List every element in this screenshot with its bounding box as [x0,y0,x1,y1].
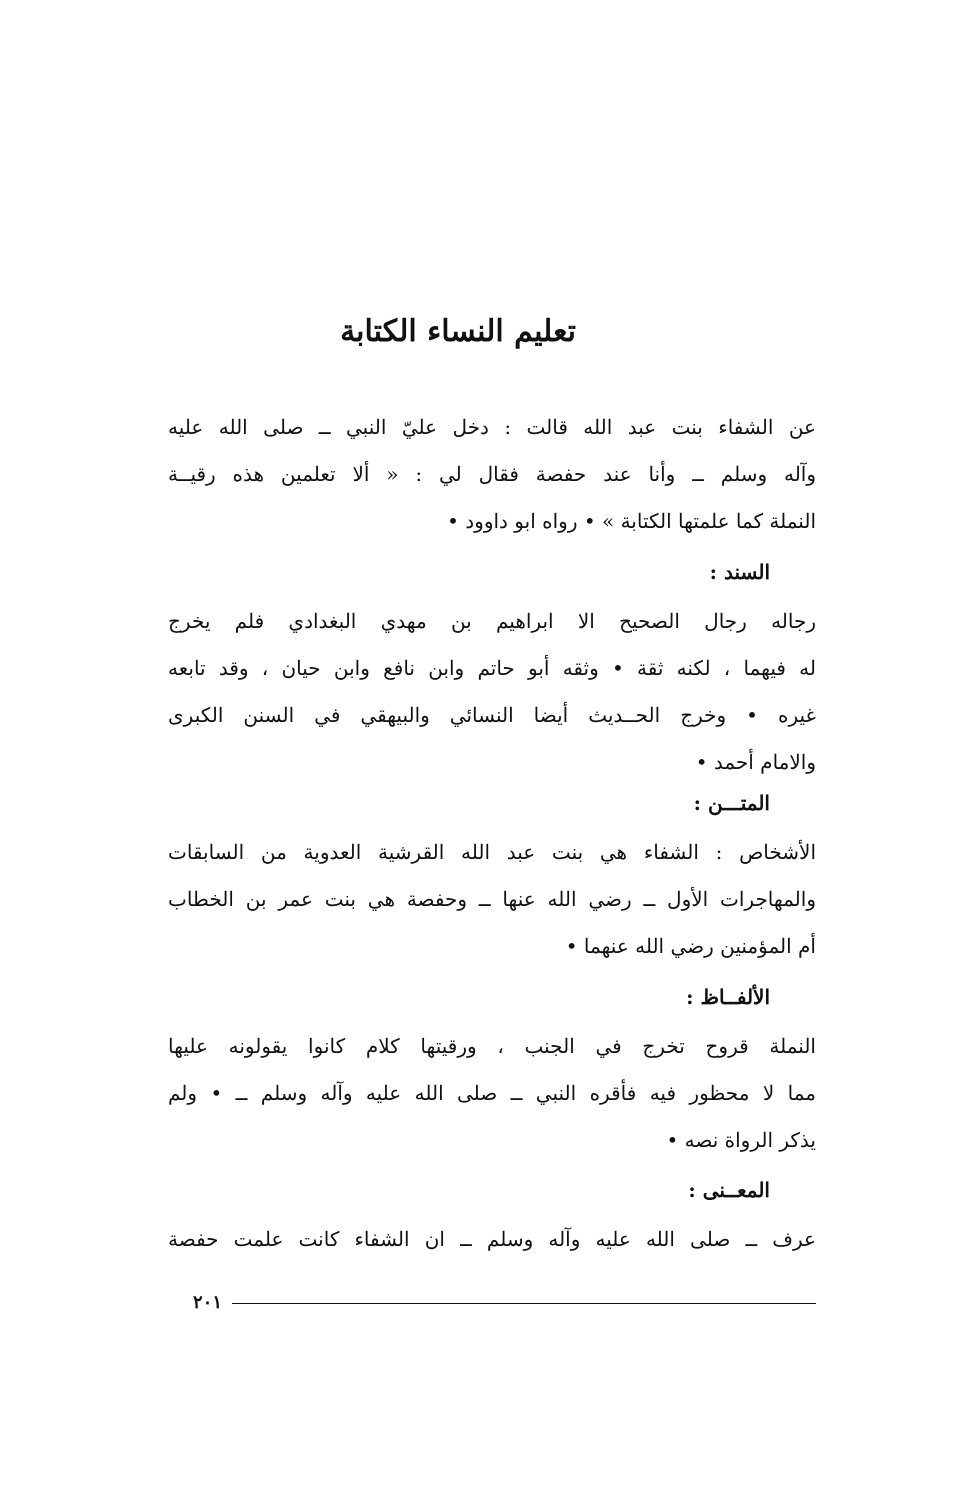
alfaz-line: النملة قروح تخرج في الجنب ، ورقيتها كلام كانوا يقولونه عليها [168,1034,816,1058]
sanad-paragraph [168,598,816,786]
alfaz-line: مما لا محظور فيه فأقره النبي ــ صلى الله عليه وآله وسلم ــ • ولم [168,1081,816,1105]
page-number: ٢٠١ [192,1292,222,1313]
alfaz-paragraph [168,1023,816,1164]
matn-heading: المتـــن : [693,791,770,815]
alfaz-line: يذكر الرواة نصه • [666,1128,816,1152]
sanad-line: رجاله رجال الصحيح الا ابراهيم بن مهدي البغدادي فلم يخرج [168,609,816,633]
maana-line: عرف ــ صلى الله عليه وآله وسلم ــ ان الشفاء كانت علمت حفصة [168,1227,816,1251]
sanad-line: غيره • وخرج الحــديث أيضا النسائي والبيهقي في السنن الكبرى [168,703,816,727]
matn-line: والمهاجرات الأول ــ رضي الله عنها ــ وحفصة هي بنت عمر بن الخطاب [168,887,816,911]
hadith-line: وآله وسلم ــ وأنا عند حفصة فقال لي : « ألا تعلمين هذه رقيــة [168,462,816,486]
matn-line: أم المؤمنين رضي الله عنهما • [565,934,816,958]
sanad-heading: السند : [709,560,770,584]
alfaz-heading: الألفــاظ : [686,985,770,1009]
maana-heading: المعــنى : [688,1178,770,1202]
hadith-line: عن الشفاء بنت عبد الله قالت : دخل عليّ النبي ــ صلى الله عليه [168,415,816,439]
matn-paragraph [168,829,816,970]
hadith-line: النملة كما علمتها الكتابة » • رواه ابو داوود • [447,509,816,533]
sanad-line: له فيهما ، لكنه ثقة • وثقه أبو حاتم وابن نافع وابن حيان ، وقد تابعه [168,656,816,680]
sanad-line: والامام أحمد • [695,750,816,774]
maana-paragraph [168,1216,816,1263]
page-title: تعليم النساء الكتابة [340,314,576,349]
footer-rule [232,1303,816,1304]
matn-line: الأشخاص : الشفاء هي بنت عبد الله القرشية العدوية من السابقات [168,840,816,864]
hadith-paragraph [168,404,816,545]
